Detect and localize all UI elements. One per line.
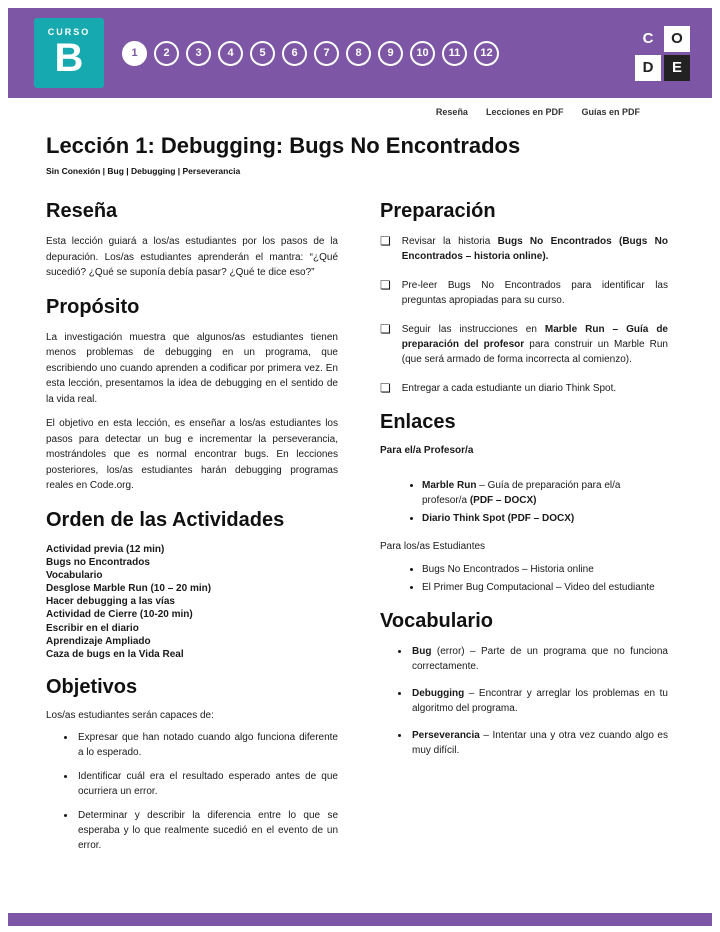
section-links <box>380 411 668 595</box>
agenda-heading: Orden de las Actividades <box>46 508 285 531</box>
link-formats[interactable]: (PDF – DOCX) <box>469 495 537 506</box>
objectives-heading: Objetivos <box>46 676 138 699</box>
nav-link-resena[interactable]: Reseña <box>435 107 468 117</box>
preparation-item <box>380 234 668 264</box>
agenda-list <box>46 543 338 662</box>
nav-link-guias-pdf[interactable]: Guías en PDF <box>581 107 640 117</box>
prep-text-pre: Revisar la historia <box>401 236 498 247</box>
preparation-text <box>402 381 616 396</box>
header <box>8 8 712 98</box>
lesson-circle-10[interactable]: 10 <box>410 41 435 66</box>
right-column <box>380 200 668 868</box>
link-formats[interactable]: (PDF – DOCX) <box>507 513 575 524</box>
prep-text-pre: Seguir las instrucciones en <box>401 324 545 335</box>
lesson-circle-2[interactable]: 2 <box>154 41 179 66</box>
doc-links <box>8 98 712 117</box>
lesson-circle-9[interactable]: 9 <box>378 41 403 66</box>
objectives-intro: Los/as estudiantes serán capaces de: <box>46 710 214 722</box>
vocab-item <box>410 686 668 716</box>
agenda-item: Aprendizaje Ampliado <box>46 635 151 647</box>
preparation-item <box>380 381 668 396</box>
student-link[interactable]: • El Primer Bug Computacional – Video del estudiante <box>422 580 668 595</box>
section-preparation <box>380 200 668 396</box>
vocab-term: Perseverancia <box>412 730 480 741</box>
lesson-tags: Sin Conexión | Bug | Debugging | Perseverancia <box>46 166 241 176</box>
section-objectives <box>46 676 338 853</box>
section-vocabulary <box>380 610 668 758</box>
preparation-text <box>402 278 668 308</box>
agenda-item: Actividad de Cierre (10-20 min) <box>46 609 193 621</box>
vocab-definition: (error) – Parte de un programa que no funciona correctamente. <box>412 646 668 672</box>
lesson-circle-11[interactable]: 11 <box>442 41 467 66</box>
code-logo-letter-d: D <box>635 55 661 81</box>
preparation-item <box>380 322 668 367</box>
footer-bar <box>8 913 712 926</box>
links-heading: Enlaces <box>380 411 456 433</box>
overview-body: Esta lección guiará a los/as estudiantes por los pasos de la depuración. Los/as estudiantes aprenderán el mantra: “¿Qué sucedió? ¿Qué se suponía debía pasar? ¿Qué te dice eso?” <box>46 236 338 278</box>
left-column <box>46 200 338 868</box>
code-org-logo[interactable] <box>635 26 690 81</box>
overview-heading: Reseña <box>46 200 118 222</box>
lesson-circle-12[interactable]: 12 <box>474 41 499 66</box>
agenda-item: Vocabulario <box>46 569 103 581</box>
prep-text-strong: Bugs No Encontrados (Bugs No Encontrados – historia online). <box>401 236 668 262</box>
prep-text-pre: Entregar a cada estudiante un diario Think Spot. <box>401 383 617 394</box>
checkbox-icon: ❏ <box>380 234 391 248</box>
preparation-heading: Preparación <box>380 200 496 222</box>
vocab-definition: – Encontrar y arreglar los problemas en tu algoritmo del programa. <box>412 688 668 714</box>
purpose-paragraph-1: La investigación muestra que algunos/as estudiantes tienen menos problemas de debugging en un programa, que escribiendo uno cuando aprenden a codificar por primera vez. En esta lección, presentamos la idea de debugging en el sentido de la vida real. <box>46 331 338 405</box>
section-agenda <box>46 509 338 662</box>
checkbox-icon: ❏ <box>380 322 391 336</box>
link-strong[interactable]: Diario Think Spot <box>422 513 505 524</box>
prep-text-strong: Marble Run – Guía de preparación del profesor <box>401 324 668 350</box>
objectives-list <box>76 730 338 853</box>
objective-item: • Expresar que han notado cuando algo funciona diferente a lo esperado. <box>76 730 338 760</box>
course-badge[interactable] <box>34 18 104 88</box>
agenda-item: Escribir en el diario <box>46 622 139 634</box>
page-title: Lección 1: Debugging: Bugs No Encontrados <box>46 133 521 158</box>
vocabulary-heading: Vocabulario <box>380 610 493 632</box>
checkbox-icon: ❏ <box>380 381 391 395</box>
teacher-links-list <box>422 478 668 526</box>
lesson-circle-8[interactable]: 8 <box>346 41 371 66</box>
lesson-nav <box>122 41 635 66</box>
vocab-item <box>410 728 668 758</box>
purpose-paragraph-2: El objetivo en esta lección, es enseñar a los/as estudiantes los pasos para detectar un bug e incrementar la perseverancia, mostrándoles que es normal encontrar bugs. En lecciones posteriores, los/as estudiantes harán debugging programas reales en Code.org. <box>46 418 338 491</box>
vocabulary-list <box>410 644 668 758</box>
teacher-link[interactable] <box>422 478 668 508</box>
agenda-item: Bugs no Encontrados <box>46 556 150 568</box>
objective-item: • Identificar cuál era el resultado esperado antes de que ocurriera un error. <box>76 769 338 799</box>
lesson-circle-6[interactable]: 6 <box>282 41 307 66</box>
preparation-text <box>402 234 668 264</box>
code-logo-letter-o: O <box>664 26 690 52</box>
code-logo-letter-c: C <box>642 30 654 47</box>
checkbox-icon: ❏ <box>380 278 391 292</box>
link-plain: – Guía de preparación para el/a profesor/a <box>422 480 621 506</box>
student-link[interactable]: • Bugs No Encontrados – Historia online <box>422 562 668 577</box>
lesson-circle-4[interactable]: 4 <box>218 41 243 66</box>
links-teacher-label: Para el/a Profesor/a <box>380 445 474 456</box>
vocab-definition: – Intentar una y otra vez cuando algo es muy difícil. <box>412 730 668 756</box>
course-badge-letter: B <box>54 36 84 80</box>
agenda-item: Actividad previa (12 min) <box>46 543 165 555</box>
agenda-item: Hacer debugging a las vías <box>46 596 175 608</box>
agenda-item: Caza de bugs en la Vida Real <box>46 649 184 660</box>
preparation-item <box>380 278 668 308</box>
nav-link-lecciones-pdf[interactable]: Lecciones en PDF <box>485 107 564 117</box>
links-student-label: Para los/as Estudiantes <box>380 541 486 552</box>
preparation-text <box>402 322 668 367</box>
vocab-term: Bug <box>412 646 432 657</box>
teacher-link[interactable] <box>422 511 668 526</box>
section-purpose <box>46 296 338 494</box>
agenda-item: Desglose Marble Run (10 – 20 min) <box>46 583 212 595</box>
course-badge-kicker: CURSO <box>47 27 91 37</box>
content-columns <box>8 176 712 868</box>
lesson-circle-7[interactable]: 7 <box>314 41 339 66</box>
student-links-list <box>422 562 668 595</box>
section-overview <box>46 200 338 281</box>
lesson-circle-3[interactable]: 3 <box>186 41 211 66</box>
lesson-circle-5[interactable]: 5 <box>250 41 275 66</box>
purpose-heading: Propósito <box>46 295 140 318</box>
objective-item: • Determinar y describir la diferencia entre lo que se esperaba y lo que realmente sucedió en el evento de un error. <box>76 808 338 853</box>
lesson-circle-1[interactable]: 1 <box>122 41 147 66</box>
prep-text-pre: Pre-leer Bugs No Encontrados para identificar las preguntas apropiadas para su curso. <box>401 280 668 306</box>
prep-text-post: para construir un Marble Run (que será armado de forma incorrecta al comienzo). <box>401 339 668 365</box>
code-logo-letter-e: E <box>664 55 690 81</box>
vocab-item <box>410 644 668 674</box>
link-strong[interactable]: Marble Run <box>422 480 477 491</box>
vocab-term: Debugging <box>412 688 465 699</box>
